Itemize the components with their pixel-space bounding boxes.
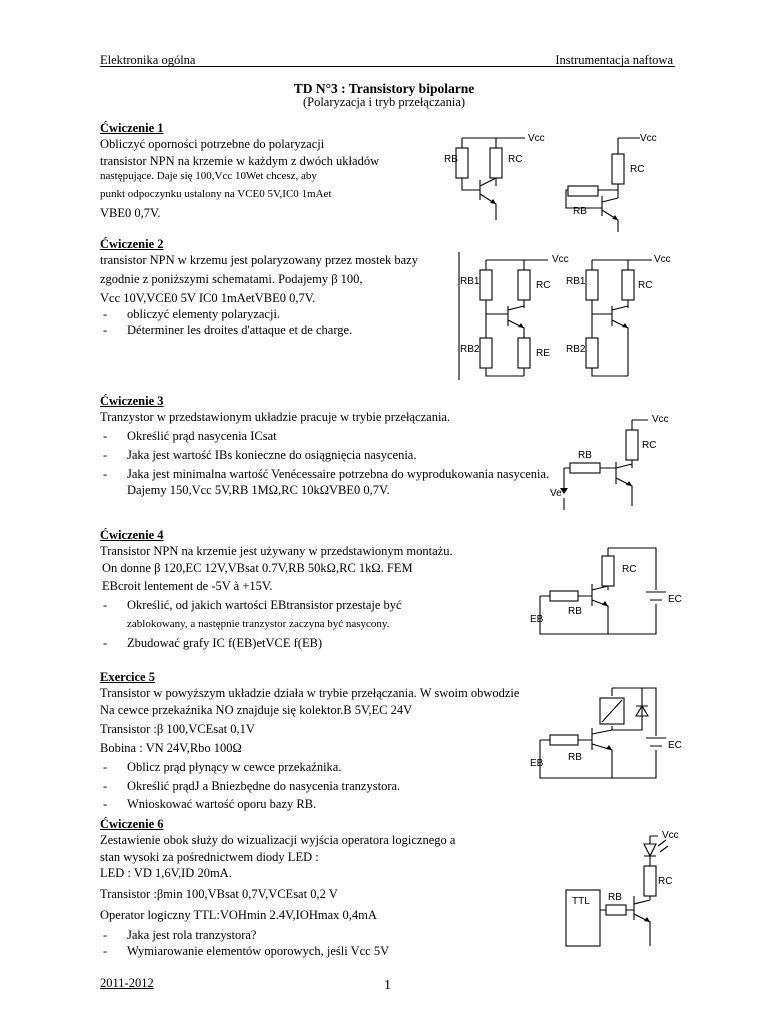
exercise-1-title: Ćwiczenie 1 bbox=[100, 121, 164, 135]
resistor-rc-b bbox=[612, 154, 624, 184]
exercise-4-task: zablokowany, a następnie tranzystor zaczyna być nasycony. bbox=[127, 618, 390, 631]
svg-text:RC: RC bbox=[536, 280, 551, 291]
exercise-4-task: - Zbudować grafy IC f(EB)etVCE f(EB) bbox=[100, 635, 500, 651]
exercise-6-title: Ćwiczenie 6 bbox=[100, 817, 164, 831]
exercise-3-task: - Jaka jest wartość IBs konieczne do osiągnięcia nasycenia. bbox=[100, 447, 560, 463]
exercise-5-task: - Oblicz prąd płynący w cewce przekaźnika. bbox=[100, 759, 540, 775]
exercise-3-task: Dajemy 150,Vcc 5V,RB 1MΩ,RC 10kΩVBE0 0,7V. bbox=[127, 483, 390, 498]
page-title: TD N°3 : Transistory bipolarne bbox=[293, 81, 475, 96]
label-vcc: Vcc bbox=[528, 133, 545, 144]
svg-text:RC: RC bbox=[638, 280, 653, 291]
exercise-3-task: - Określić prąd nasycenia ICsat bbox=[100, 428, 560, 444]
svg-text:RB: RB bbox=[568, 606, 582, 617]
exercise-1-line: transistor NPN na krzemie w każdym z dwóch układów bbox=[100, 153, 380, 168]
exercise-2-circuit-diagram bbox=[456, 246, 678, 382]
exercise-4-task: - Określić, od jakich wartości EBtransistor przestaje być bbox=[100, 597, 500, 613]
svg-text:Ve: Ve bbox=[550, 488, 562, 499]
exercise-2-title: Ćwiczenie 2 bbox=[100, 237, 164, 251]
exercise-2-task: - obliczyć elementy polaryzacji. bbox=[100, 306, 446, 322]
exercise-4-line: EBcroit lentement de -5V à +15V. bbox=[102, 578, 273, 593]
exercise-6-task: - Wymiarowanie elementów oporowych, jeśli Vcc 5V bbox=[100, 943, 480, 959]
svg-text:RC: RC bbox=[658, 876, 673, 887]
exercise-2-task: - Déterminer les droites d'attaque et de charge. bbox=[100, 322, 446, 338]
exercise-6 bbox=[100, 816, 480, 959]
exercise-3 bbox=[100, 393, 560, 499]
exercise-2-line: transistor NPN w krzemu jest polaryzowany przez mostek bazy bbox=[100, 253, 418, 268]
exercise-5-line: Transistor :β 100,VCEsat 0,1V bbox=[100, 721, 255, 736]
svg-text:Vcc: Vcc bbox=[652, 414, 669, 425]
svg-text:Vcc: Vcc bbox=[654, 254, 671, 265]
svg-text:RE: RE bbox=[536, 348, 550, 359]
exercise-1 bbox=[100, 120, 450, 222]
label-vcc-b: Vcc bbox=[640, 133, 657, 144]
svg-text:RB2: RB2 bbox=[566, 344, 586, 355]
svg-text:RB: RB bbox=[568, 752, 582, 763]
exercise-2-line: zgodnie z poniższymi schematami. Podajemy β 100, bbox=[100, 271, 363, 286]
exercise-1-line: Obliczyć oporności potrzebne do polaryzacji bbox=[100, 137, 325, 152]
svg-text:EC: EC bbox=[668, 594, 682, 605]
exercise-3-task: - Jaka jest minimalna wartość Venécessaire potrzebna do wyprodukowania nasycenia. bbox=[100, 466, 560, 482]
svg-text:Vcc: Vcc bbox=[552, 254, 569, 265]
svg-text:RC: RC bbox=[622, 564, 637, 575]
svg-text:Vcc: Vcc bbox=[662, 830, 679, 841]
exercise-5-line: Transistor w powyższym układzie działa w trybie przełączania. W swoim obwodzie bbox=[100, 686, 520, 701]
svg-text:TTL: TTL bbox=[572, 896, 590, 907]
svg-text:EB: EB bbox=[530, 758, 544, 769]
exercise-6-line: Operator logiczny TTL:VOHmin 2.4V,IOHmax 0,4mA bbox=[100, 908, 377, 923]
exercise-4 bbox=[100, 527, 500, 651]
resistor-rc bbox=[490, 148, 502, 178]
exercise-2-line: Vcc 10V,VCE0 5V IC0 1mAetVBE0 0,7V. bbox=[100, 290, 316, 305]
label-rc-b: RC bbox=[630, 164, 645, 175]
label-rb-b: RB bbox=[573, 206, 587, 217]
svg-text:RB1: RB1 bbox=[566, 276, 586, 287]
led-icon bbox=[644, 844, 656, 856]
exercise-3-title: Ćwiczenie 3 bbox=[100, 394, 164, 408]
exercise-1-line: punkt odpoczynku ustalony na VCE0 5V,IC0 1mAet bbox=[100, 188, 332, 201]
exercise-6-circuit-diagram bbox=[560, 826, 690, 954]
page-subtitle: (Polaryzacja i tryb przełączania) bbox=[302, 95, 466, 109]
header-right: Instrumentacja naftowa bbox=[555, 53, 673, 67]
exercise-5-task: - Wnioskować wartość oporu bazy RB. bbox=[100, 796, 540, 812]
exercise-6-task: - Jaka jest rola tranzystora? bbox=[100, 927, 480, 943]
exercise-5 bbox=[100, 669, 540, 812]
header-rule bbox=[100, 66, 675, 67]
exercise-1-line: następujące. Daje się 100,Vcc 10Wet chcesz, aby bbox=[100, 169, 317, 182]
exercise-2 bbox=[100, 236, 446, 339]
exercise-5-circuit-diagram bbox=[530, 680, 690, 784]
svg-text:RB: RB bbox=[578, 450, 592, 461]
label-rb: RB bbox=[444, 154, 458, 165]
exercise-5-title: Exercice 5 bbox=[100, 670, 155, 684]
exercise-4-title: Ćwiczenie 4 bbox=[100, 528, 164, 542]
svg-text:RB2: RB2 bbox=[460, 344, 480, 355]
footer-year: 2011-2012 bbox=[100, 976, 154, 990]
svg-text:EB: EB bbox=[530, 614, 544, 625]
exercise-4-line: Transistor NPN na krzemie jest używany w przedstawionym montażu. bbox=[100, 544, 453, 559]
exercise-6-line: Transistor :βmin 100,VBsat 0,7V,VCEsat 0,2 V bbox=[100, 887, 338, 901]
exercise-1-line: VBE0 0,7V. bbox=[100, 206, 161, 221]
exercise-6-line: LED : VD 1,6V,ID 20mA. bbox=[100, 865, 232, 880]
resistor-rb-b bbox=[568, 186, 598, 196]
exercise-4-line: On donne β 120,EC 12V,VBsat 0.7V,RB 50kΩ,RC 1kΩ. FEM bbox=[102, 560, 413, 575]
svg-text:EC: EC bbox=[668, 740, 682, 751]
exercise-6-line: stan wysoki za pośrednictwem diody LED : bbox=[100, 849, 319, 864]
svg-text:RB: RB bbox=[608, 892, 622, 903]
page-number: 1 bbox=[384, 978, 391, 993]
exercise-1-circuit-diagram bbox=[440, 128, 680, 238]
exercise-5-line: Bobina : VN 24V,Rbo 100Ω bbox=[100, 741, 242, 755]
label-rc: RC bbox=[508, 154, 523, 165]
exercise-6-line: Zestawienie obok służy do wizualizacji wyjścia operatora logicznego a bbox=[100, 833, 456, 848]
svg-text:RC: RC bbox=[642, 440, 657, 451]
exercise-3-circuit-diagram bbox=[548, 414, 688, 514]
exercise-5-line: Na cewce przekaźnika NO znajduje się kolektor.B 5V,EC 24V bbox=[100, 702, 413, 717]
exercise-3-line: Tranzystor w przedstawionym układzie pracuje w trybie przełączania. bbox=[100, 410, 451, 425]
header-left: Elektronika ogólna bbox=[100, 53, 196, 67]
exercise-5-task: - Określić prądJ a Bniezbędne do nasycenia tranzystora. bbox=[100, 778, 540, 794]
svg-text:RB1: RB1 bbox=[460, 276, 480, 287]
exercise-4-circuit-diagram bbox=[530, 540, 690, 640]
